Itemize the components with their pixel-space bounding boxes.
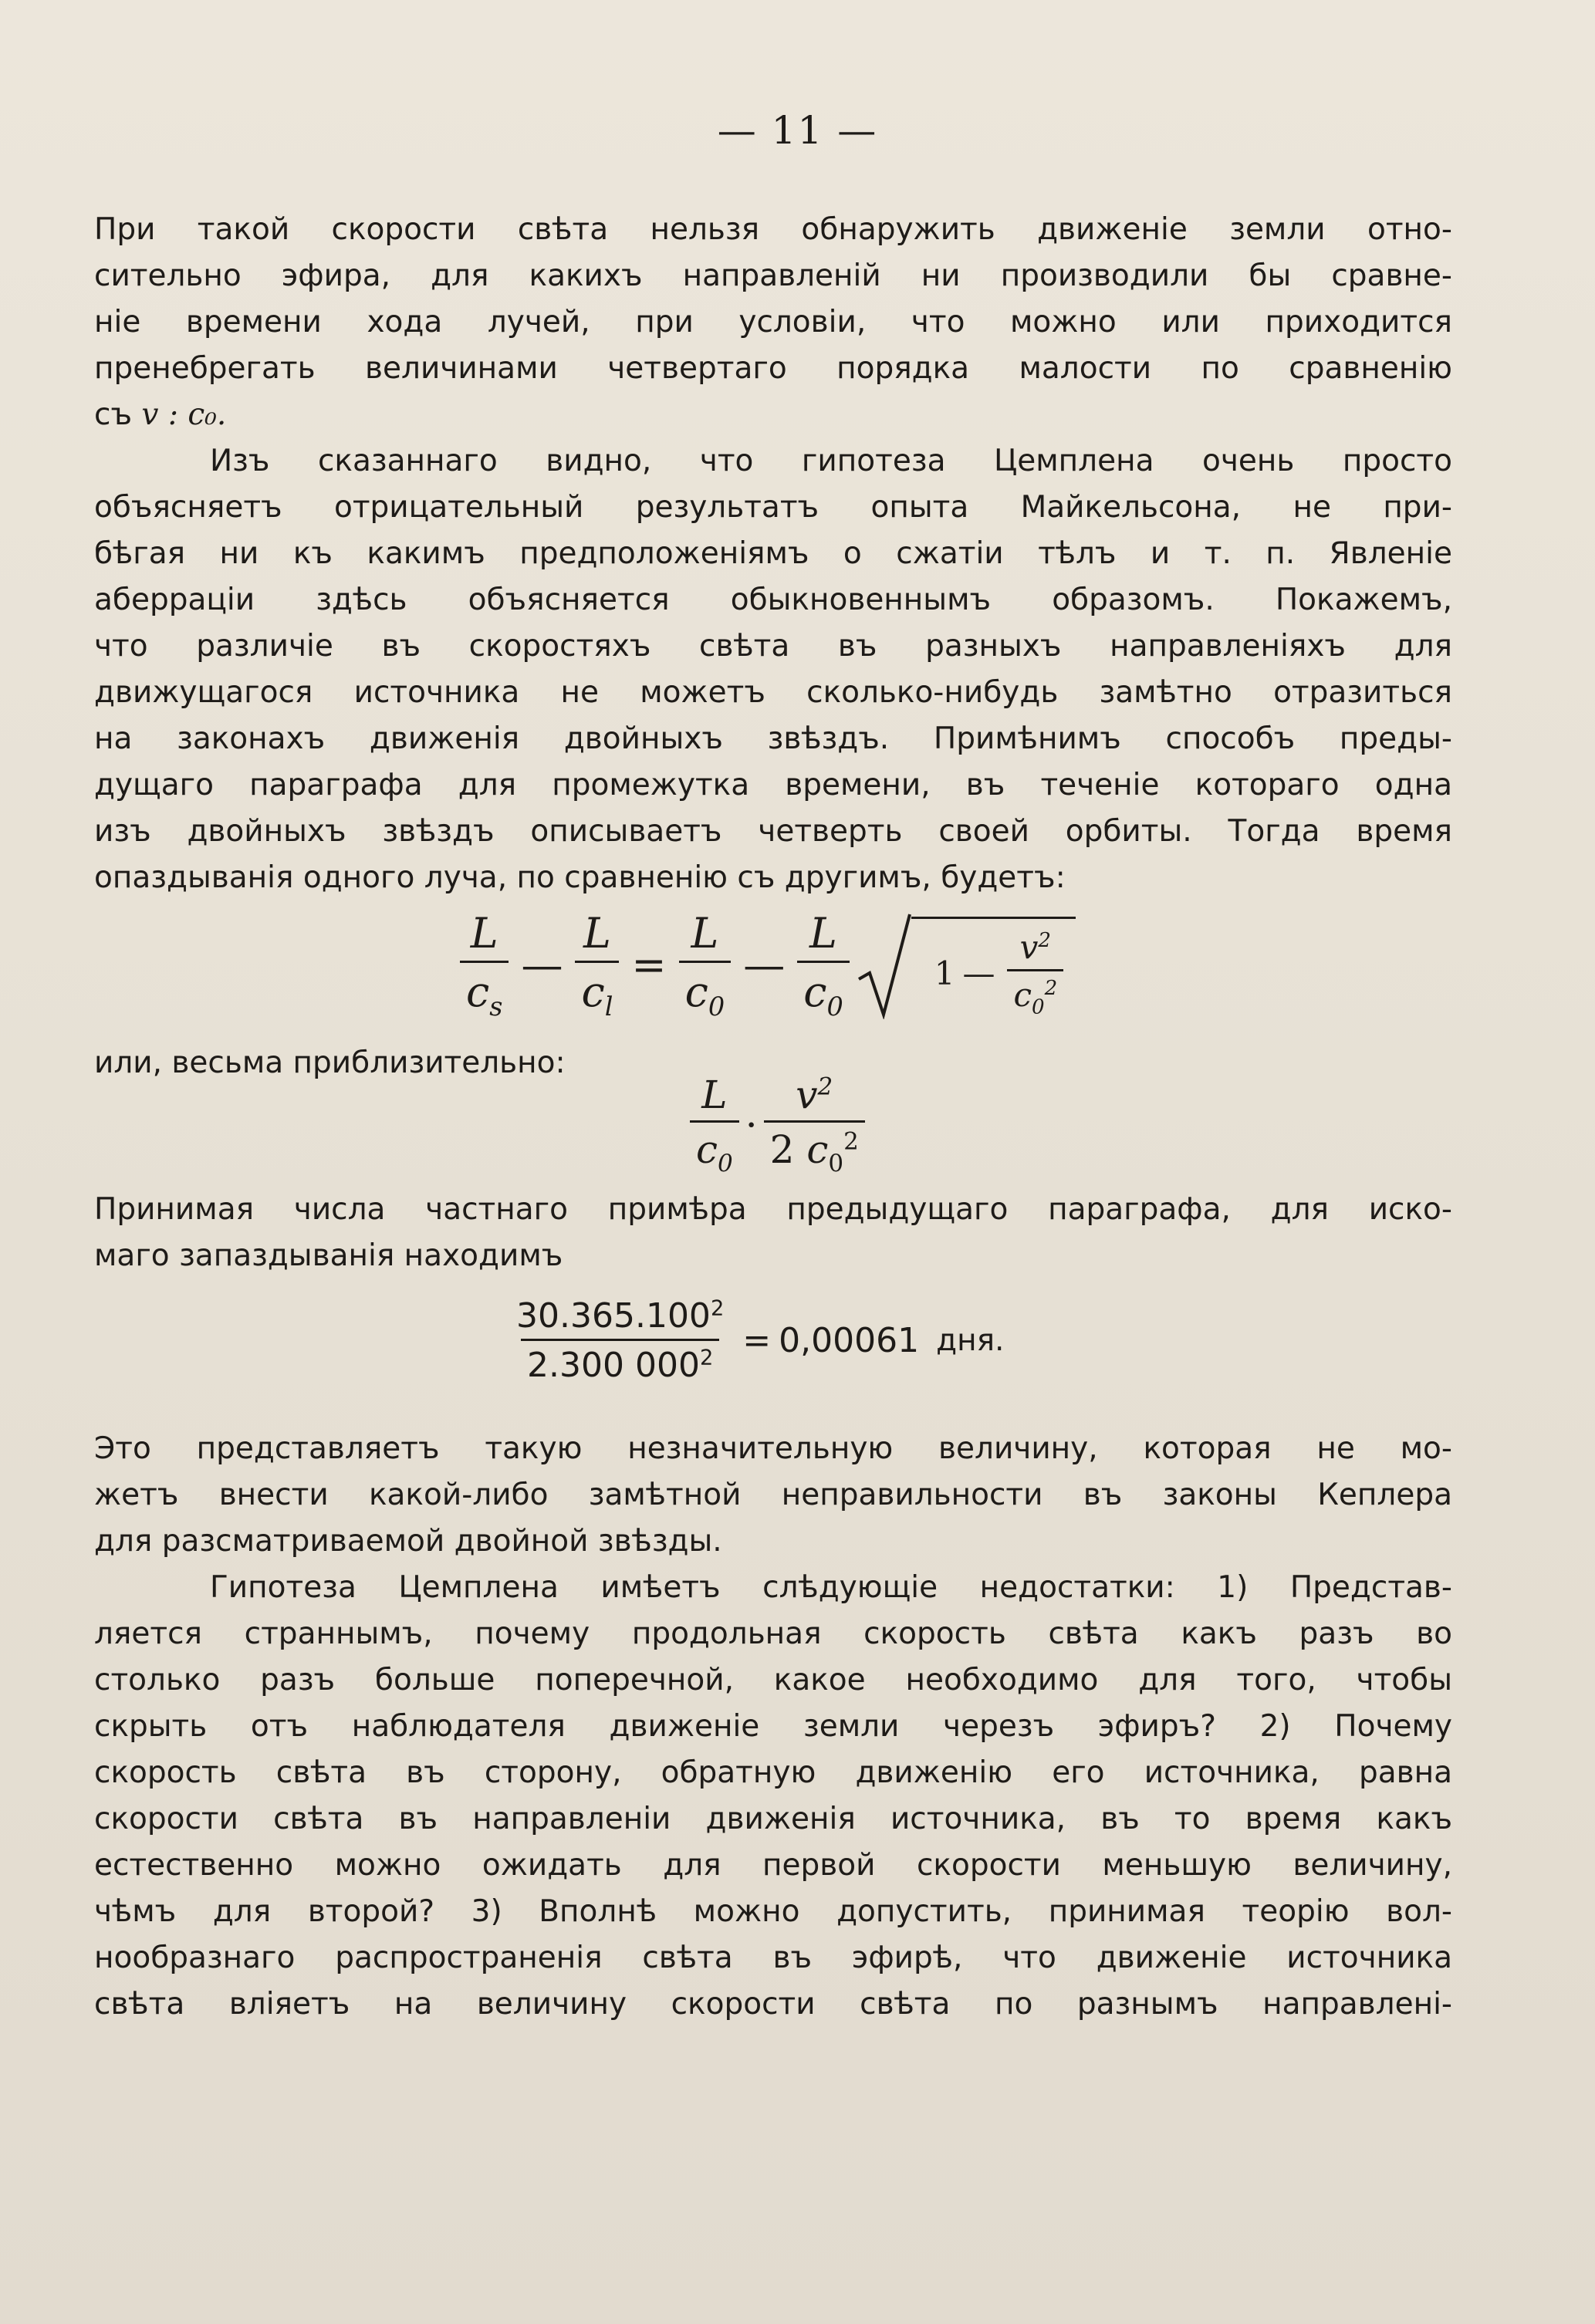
text-line: объясняетъ отрицательный результатъ опыта Майкельсона, не при- (94, 490, 1452, 525)
symbol: v (1019, 927, 1039, 966)
text-line: ніе времени хода лучей, при условіи, что можно или приходится (94, 305, 1452, 339)
minus-sign: — (743, 941, 786, 990)
denominator (690, 1120, 739, 1177)
text-line (94, 392, 1452, 438)
numerator: L (701, 1072, 728, 1117)
text-line: Изъ сказаннаго видно, что гипотеза Цемплена очень просто (210, 444, 1452, 478)
fraction (690, 1072, 739, 1177)
radical-sign-icon (857, 911, 911, 1019)
paragraph-5 (94, 1565, 1452, 2028)
superscript: 2 (843, 1127, 859, 1156)
subscript: 0 (718, 1150, 733, 1177)
formula-numeric (505, 1296, 1004, 1385)
numerator (510, 1296, 730, 1339)
fraction (764, 1072, 865, 1177)
symbol: v (796, 1072, 818, 1117)
text-line: ляется страннымъ, почему продольная скорость свѣта какъ разъ во (94, 1616, 1452, 1651)
denominator (521, 1339, 719, 1385)
text-line: чѣмъ для второй? 3) Вполнѣ можно допустить, принимая теорію вол- (94, 1894, 1452, 1929)
superscript: 2 (1038, 928, 1051, 952)
superscript: 2 (699, 1346, 714, 1370)
text-line: аберраціи здѣсь объясняется обыкновеннымъ образомъ. Покажемъ, (94, 583, 1452, 617)
one: 1 (934, 954, 955, 992)
symbol: c (1013, 975, 1032, 1014)
equals-sign: = (742, 1321, 772, 1360)
text-line: скорость свѣта въ сторону, обратную движенію его источника, равна (94, 1755, 1452, 1790)
denominator (797, 961, 850, 1022)
text-line: бѣгая ни къ какимъ предположеніямъ о сжатіи тѣлъ и т. п. Явленіе (94, 536, 1452, 571)
text-line: пренебрегать величинами четвертаго порядка малости по сравненію (94, 351, 1452, 386)
symbol: c (466, 968, 490, 1016)
subscript: s (489, 991, 503, 1022)
paragraph-1 (94, 207, 1452, 438)
numerator (1014, 928, 1057, 969)
paragraph-3 (94, 1187, 1452, 1279)
result-value: 0,00061 (779, 1321, 920, 1360)
subscript: l (604, 991, 613, 1022)
denominator (764, 1120, 865, 1177)
fraction (460, 909, 509, 1022)
number: 30.365.100 (516, 1296, 711, 1336)
text-line: на законахъ движенія двойныхъ звѣздъ. Примѣнимъ способъ преды- (94, 721, 1452, 756)
text-fragment: съ (94, 397, 132, 432)
text-line: Гипотеза Цемплена имѣетъ слѣдующіе недостатки: 1) Представ- (210, 1570, 1452, 1605)
text-line: маго запаздыванія находимъ (94, 1238, 563, 1273)
superscript: 2 (817, 1072, 833, 1101)
text-line: для разсматриваемой двойной звѣзды. (94, 1524, 722, 1559)
formula-time-delay (455, 909, 1076, 1022)
fraction (575, 909, 619, 1022)
text-line: дущаго параграфа для промежутка времени, въ теченіе котораго одна (94, 768, 1452, 802)
radicand (911, 917, 1076, 1018)
numerator: L (809, 909, 837, 958)
superscript: 2 (710, 1296, 725, 1321)
text-line: столько разъ больше поперечной, какое необходимо для того, чтобы (94, 1663, 1452, 1697)
minus-sign: — (962, 954, 995, 992)
coefficient: 2 (769, 1127, 795, 1172)
fraction (1007, 928, 1063, 1018)
symbol: c (803, 968, 827, 1016)
text-line: естественно можно ожидать для первой скорости меньшую величину, (94, 1848, 1452, 1883)
text-line: свѣта вліяетъ на величину скорости свѣта по разнымъ направлені- (94, 1987, 1452, 2022)
numerator: L (691, 909, 719, 958)
inline-math: v : c₀. (141, 397, 227, 432)
text-line: скрыть отъ наблюдателя движеніе земли черезъ эфиръ? 2) Почему (94, 1709, 1452, 1744)
subscript: 0 (1032, 995, 1045, 1019)
square-root (857, 911, 1076, 1019)
numerator: L (583, 909, 611, 958)
denominator (575, 961, 619, 1022)
text-line: жетъ внести какой-либо замѣтной неправильности въ законы Кеплера (94, 1478, 1452, 1512)
page-number: — 11 — (717, 108, 878, 153)
text-line: движущагося источника не можетъ сколько-нибудь замѣтно отразиться (94, 675, 1452, 710)
symbol: c (806, 1127, 829, 1172)
numerator (789, 1072, 839, 1120)
fraction (679, 909, 732, 1022)
subscript: 0 (708, 991, 725, 1022)
denominator (679, 961, 732, 1022)
fraction (797, 909, 850, 1022)
fraction (510, 1296, 730, 1385)
text-line: нообразнаго распространенія свѣта въ эфирѣ, что движеніе источника (94, 1941, 1452, 1975)
text-line: опаздыванія одного луча, по сравненію съ другимъ, будетъ: (94, 860, 1066, 895)
minus-sign: — (521, 941, 563, 990)
text-line: сительно эфира, для какихъ направленій ни производили бы сравне- (94, 258, 1452, 293)
superscript: 2 (1044, 976, 1058, 1000)
subscript: 0 (826, 991, 843, 1022)
paragraph-4 (94, 1426, 1452, 1565)
text-line: скорости свѣта въ направленіи движенія источника, въ то время какъ (94, 1802, 1452, 1836)
number: 2.300 000 (527, 1346, 700, 1385)
text-line: что различіе въ скоростяхъ свѣта въ разныхъ направленіяхъ для (94, 629, 1452, 664)
multiplication-dot: · (745, 1103, 758, 1147)
symbol: c (684, 968, 708, 1016)
text-line: или, весьма приблизительно: (94, 1045, 566, 1080)
numerator: L (470, 909, 498, 958)
text-line: Принимая числа частнаго примѣра предыдущаго параграфа, для иско- (94, 1192, 1452, 1227)
text-line: Это представляетъ такую незначительную величину, которая не мо- (94, 1431, 1452, 1466)
formula-approximation (685, 1072, 870, 1177)
text-line: При такой скорости свѣта нельзя обнаружить движеніе земли отно- (94, 212, 1452, 247)
text-line: изъ двойныхъ звѣздъ описываетъ четверть своей орбиты. Тогда время (94, 814, 1452, 849)
paragraph-2 (94, 438, 1452, 901)
unit-label: дня. (936, 1323, 1005, 1358)
subscript: 0 (828, 1150, 844, 1177)
denominator (1007, 969, 1063, 1018)
symbol: c (581, 968, 605, 1016)
denominator (460, 961, 509, 1022)
symbol: c (696, 1127, 718, 1172)
equals-sign: = (631, 941, 667, 990)
